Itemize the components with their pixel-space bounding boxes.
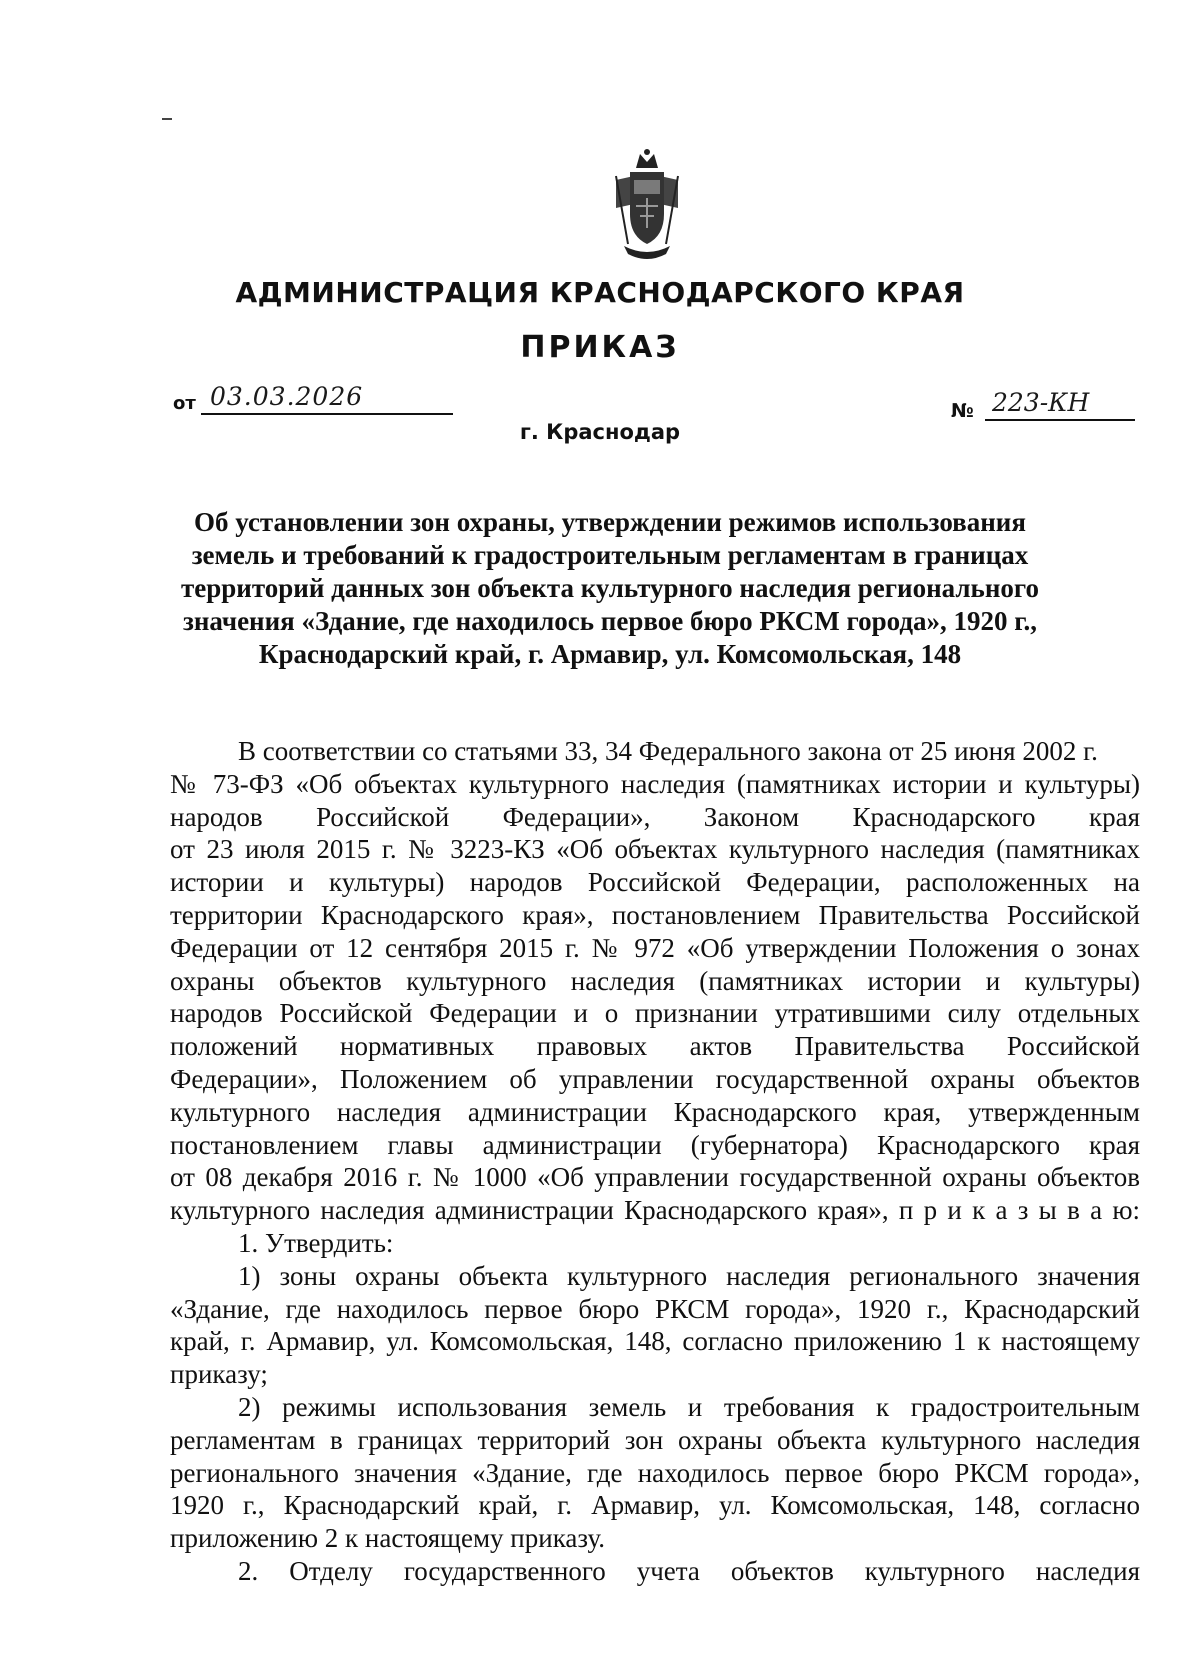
- body-line: культурного наследия администрации Краснодарского края», п р и к а з ы в а ю:: [170, 1195, 1140, 1226]
- title-line: Об установлении зон охраны, утверждении режимов использования: [194, 507, 1026, 537]
- city: г. Краснодар: [519, 420, 681, 444]
- body-line: территории Краснодарского края», постановлением Правительства Российской: [170, 899, 1140, 930]
- body-line: постановлением главы администрации (губернатора) Краснодарского края: [170, 1129, 1140, 1160]
- body-line: народов Российской Федерации», Законом Краснодарского края: [170, 801, 1140, 832]
- body-line: 2) режимы использования земель и требования к градостроительным: [238, 1391, 1140, 1422]
- number-label: №: [951, 400, 974, 422]
- date-underline: [201, 413, 453, 415]
- document-date: 03.03.2026: [210, 382, 364, 411]
- title-line: Краснодарский край, г. Армавир, ул. Комсомольская, 148: [258, 639, 962, 669]
- document-type: ПРИКАЗ: [520, 330, 680, 365]
- title-line: значения «Здание, где находилось первое бюро РКСМ города», 1920 г.,: [183, 606, 1037, 636]
- body-line: Федерации», Положением об управлении государственной охраны объектов: [170, 1063, 1140, 1094]
- body-line: охраны объектов культурного наследия (памятниках истории и культуры): [170, 965, 1140, 996]
- date-label: от: [173, 393, 196, 414]
- body-line: истории и культуры) народов Российской Федерации, расположенных на: [170, 867, 1140, 898]
- body-line: регламентам в границах территорий зон охраны объекта культурного наследия: [170, 1424, 1140, 1455]
- body-line: 2. Отделу государственного учета объектов культурного наследия: [238, 1555, 1140, 1586]
- body-line: культурного наследия администрации Краснодарского края, утвержденным: [170, 1096, 1140, 1127]
- coat-of-arms-icon: [606, 146, 688, 266]
- body-line: «Здание, где находилось первое бюро РКСМ города», 1920 г., Краснодарский: [170, 1293, 1140, 1324]
- body-line: от 08 декабря 2016 г. № 1000 «Об управлении государственной охраны объектов: [170, 1162, 1140, 1193]
- body-line: № 73-ФЗ «Об объектах культурного наследия (памятниках истории и культуры): [170, 768, 1140, 799]
- organization-name: АДМИНИСТРАЦИЯ КРАСНОДАРСКОГО КРАЯ: [235, 276, 965, 309]
- body-line: народов Российской Федерации и о признании утратившими силу отдельных: [170, 998, 1140, 1029]
- body-line: Федерации от 12 сентября 2015 г. № 972 «Об утверждении Положения о зонах: [170, 932, 1140, 963]
- body-line: приложению 2 к настоящему приказу.: [170, 1523, 606, 1554]
- body-line: положений нормативных правовых актов Правительства Российской: [170, 1031, 1140, 1062]
- body-line: от 23 июля 2015 г. № 3223-КЗ «Об объектах культурного наследия (памятниках: [170, 834, 1140, 865]
- title-line: территорий данных зон объекта культурного наследия регионального: [181, 573, 1039, 603]
- scan-mark: [162, 118, 172, 120]
- body-line: приказу;: [170, 1359, 268, 1390]
- title-line: земель и требований к градостроительным регламентам в границах: [191, 540, 1029, 570]
- body-line: В соответствии со статьями 33, 34 Федерального закона от 25 июня 2002 г.: [238, 736, 1098, 766]
- document-number: 223-КН: [992, 388, 1090, 417]
- body-line: регионального значения «Здание, где находилось первое бюро РКСМ города»,: [170, 1457, 1140, 1488]
- body-line: 1920 г., Краснодарский край, г. Армавир, ул. Комсомольская, 148, согласно: [170, 1490, 1140, 1521]
- body-line: 1. Утвердить:: [238, 1227, 394, 1258]
- number-underline: [985, 419, 1135, 421]
- document-body: [170, 735, 1140, 1588]
- body-line: край, г. Армавир, ул. Комсомольская, 148, согласно приложению 1 к настоящему: [170, 1326, 1140, 1357]
- document-title: [150, 506, 1070, 671]
- body-line: 1) зоны охраны объекта культурного наследия регионального значения: [238, 1260, 1140, 1291]
